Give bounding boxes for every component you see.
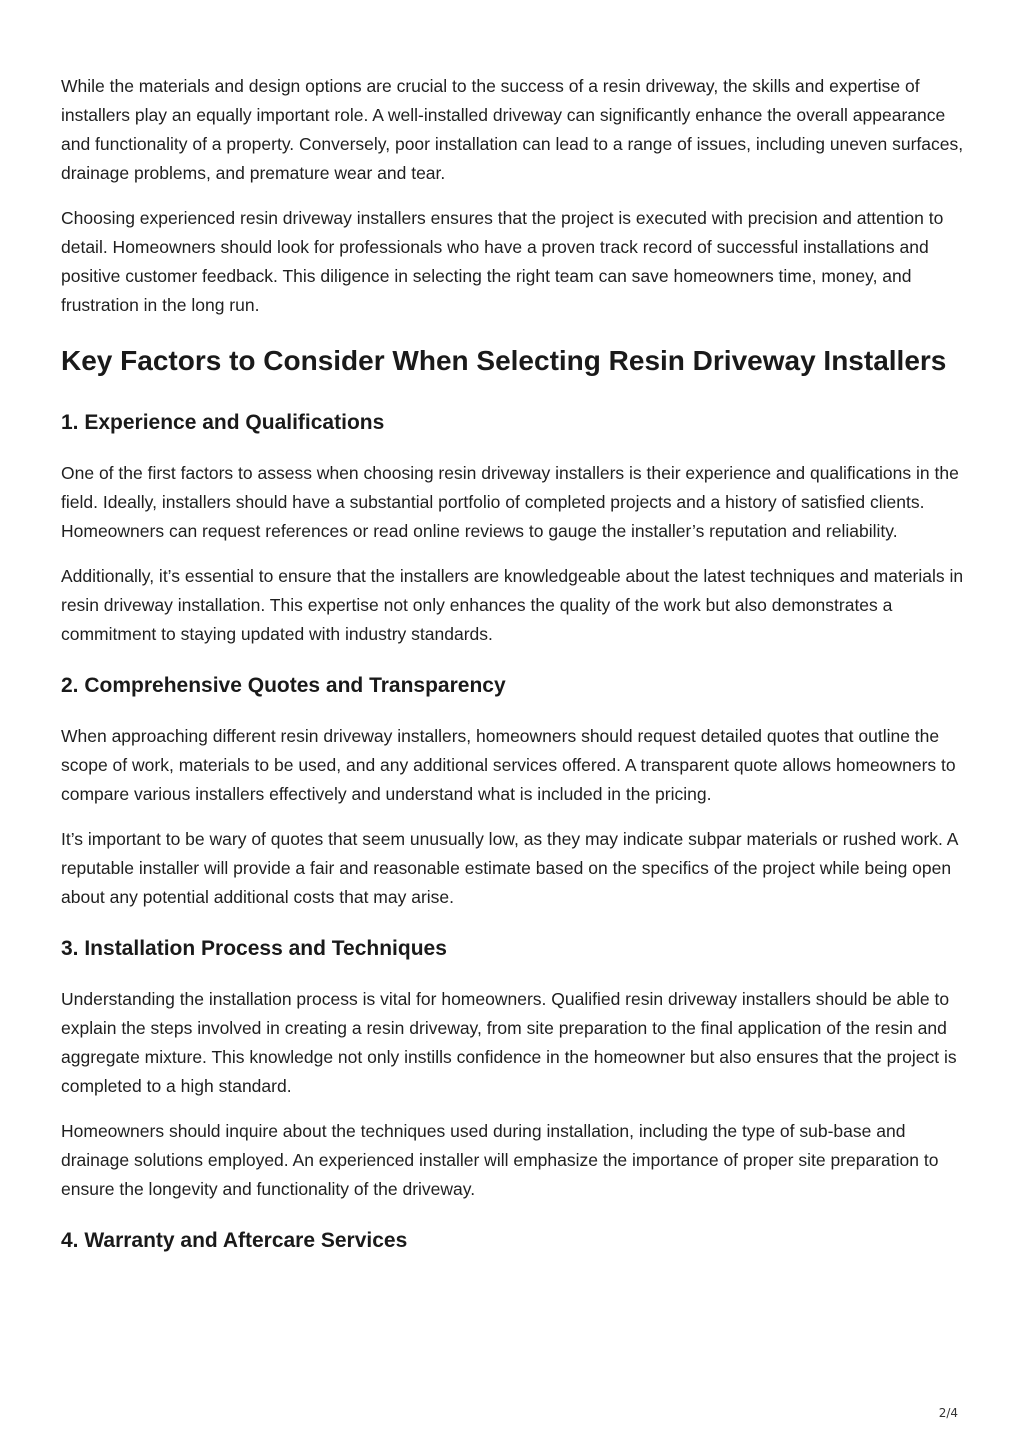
section-heading: Key Factors to Consider When Selecting Resin Driveway Installers bbox=[61, 345, 947, 376]
factor-1-paragraph-1: One of the first factors to assess when choosing resin driveway installers is their experience and qualifications in the field. Ideally, installers should have a substantial portfolio of completed projects and a history of satisfied clients. Homeowners can request references or read online reviews to gauge the installer’s reputation and reliability. bbox=[61, 463, 959, 541]
factor-2-heading: 2. Comprehensive Quotes and Transparency bbox=[61, 674, 506, 697]
factor-1-paragraph-2: Additionally, it’s essential to ensure that the installers are knowledgeable about the latest techniques and materials in resin driveway installation. This expertise not only enhances the quality of the work but also demonstrates a commitment to staying updated with industry standards. bbox=[61, 566, 964, 644]
document-page bbox=[61, 72, 966, 1277]
factor-2-paragraph-2: It’s important to be wary of quotes that seem unusually low, as they may indicate subpar materials or rushed work. A reputable installer will provide a fair and reasonable estimate based on the specifics of the project while being open about any potential additional costs that may arise. bbox=[61, 829, 958, 907]
factor-2-paragraph-1: When approaching different resin driveway installers, homeowners should request detailed quotes that outline the scope of work, materials to be used, and any additional services offered. A transparent quote allows homeowners to compare various installers effectively and understand what is included in the pricing. bbox=[61, 726, 956, 804]
page-number: 2/4 bbox=[938, 1406, 958, 1420]
factor-1-heading: 1. Experience and Qualifications bbox=[61, 411, 385, 434]
factor-3-heading: 3. Installation Process and Techniques bbox=[61, 937, 447, 960]
factor-3-paragraph-2: Homeowners should inquire about the techniques used during installation, including the type of sub-base and drainage solutions employed. An experienced installer will emphasize the importance of proper site preparation to ensure the longevity and functionality of the driveway. bbox=[61, 1121, 939, 1199]
intro-paragraph-2: Choosing experienced resin driveway installers ensures that the project is executed with precision and attention to detail. Homeowners should look for professionals who have a proven track record of successful installations and positive customer feedback. This diligence in selecting the right team can save homeowners time, money, and frustration in the long run. bbox=[61, 208, 944, 315]
factor-3-paragraph-1: Understanding the installation process is vital for homeowners. Qualified resin driveway installers should be able to explain the steps involved in creating a resin driveway, from site preparation to the final application of the resin and aggregate mixture. This knowledge not only instills confidence in the homeowner but also ensures that the project is completed to a high standard. bbox=[61, 989, 957, 1096]
intro-paragraph-1: While the materials and design options are crucial to the success of a resin driveway, the skills and expertise of installers play an equally important role. A well-installed driveway can significantly enhance the overall appearance and functionality of a property. Conversely, poor installation can lead to a range of issues, including uneven surfaces, drainage problems, and premature wear and tear. bbox=[61, 76, 964, 183]
factor-4-heading: 4. Warranty and Aftercare Services bbox=[61, 1229, 408, 1252]
